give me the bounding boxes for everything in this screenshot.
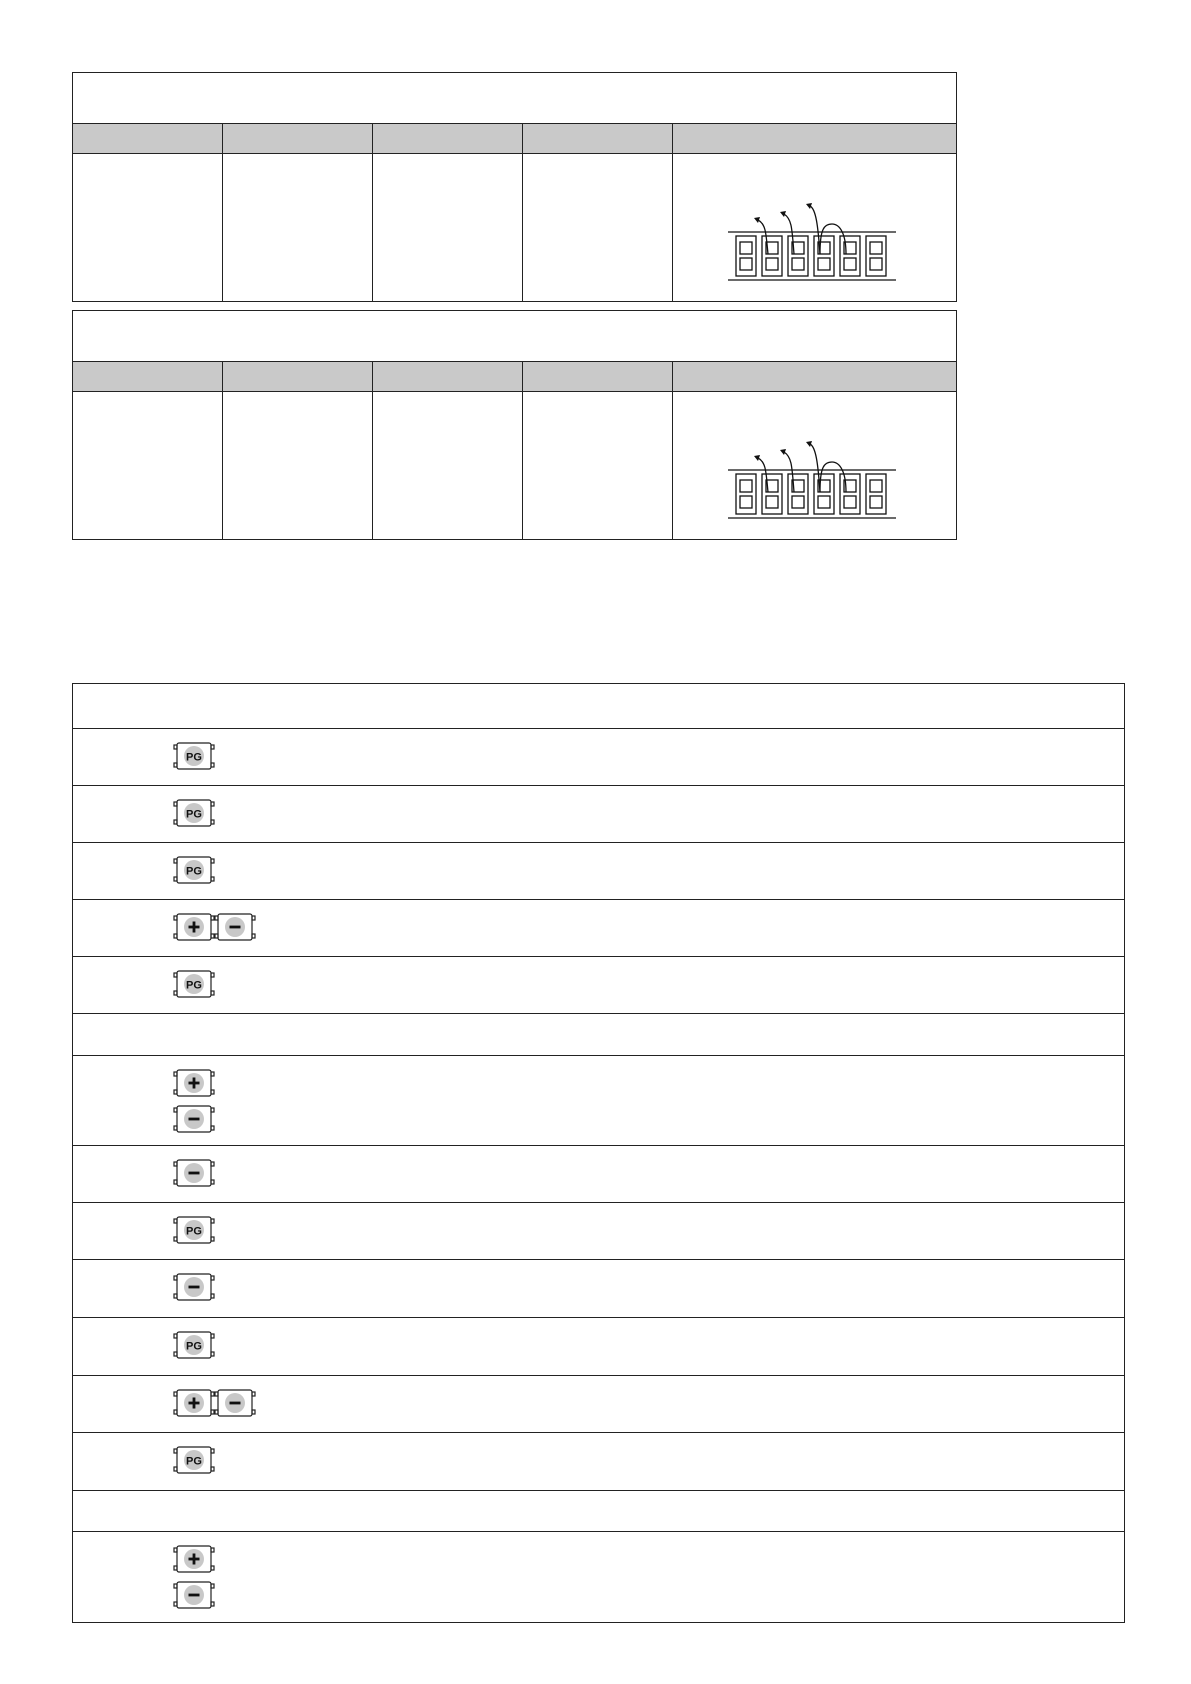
procedure-step-row (73, 1532, 1124, 1622)
seven-segment-display-icon (728, 184, 928, 294)
body-cell (523, 154, 673, 301)
pg-button-icon (173, 1214, 215, 1246)
body-cell (673, 154, 956, 301)
body-cell (73, 154, 223, 301)
procedure-step-row (73, 1260, 1124, 1318)
procedure-step-row (73, 786, 1124, 843)
header-cell (223, 362, 373, 391)
minus-button-icon (173, 1579, 215, 1611)
header-cell (223, 124, 373, 153)
header-cell (673, 362, 956, 391)
minus-button-icon (214, 911, 256, 943)
svg-text:PG: PG (186, 808, 202, 821)
procedure-table (72, 683, 1125, 1623)
procedure-step-row (73, 729, 1124, 786)
procedure-step-row (73, 843, 1124, 900)
table-header-row (73, 124, 956, 154)
body-cell (223, 154, 373, 301)
table-header-row (73, 362, 956, 392)
procedure-header-row (73, 684, 1124, 729)
pg-button-icon (173, 797, 215, 829)
display-table-1 (72, 72, 957, 302)
pg-button-icon (173, 1329, 215, 1361)
svg-text:PG: PG (186, 751, 202, 764)
pg-button-icon (173, 854, 215, 886)
pg-button-icon (173, 968, 215, 1000)
procedure-section-row (73, 1491, 1124, 1532)
procedure-step-row (73, 1056, 1124, 1146)
table-title (73, 73, 956, 124)
procedure-step-row (73, 1318, 1124, 1376)
table-body-row (73, 392, 956, 539)
procedure-step-row (73, 1433, 1124, 1491)
table-title (73, 311, 956, 362)
minus-button-icon (173, 1271, 215, 1303)
body-cell (373, 392, 523, 539)
header-cell (373, 124, 523, 153)
header-cell (73, 362, 223, 391)
display-table-2 (72, 310, 957, 540)
header-cell (523, 124, 673, 153)
plus-button-icon (173, 1067, 215, 1099)
procedure-section-row (73, 1014, 1124, 1056)
plus-button-icon (173, 911, 215, 943)
plus-button-icon (173, 1543, 215, 1575)
svg-text:PG: PG (186, 1455, 202, 1468)
procedure-step-row (73, 900, 1124, 957)
header-cell (673, 124, 956, 153)
header-cell (73, 124, 223, 153)
table-body-row (73, 154, 956, 301)
procedure-step-row (73, 957, 1124, 1014)
body-cell (373, 154, 523, 301)
body-cell (523, 392, 673, 539)
seven-segment-display-icon (728, 422, 928, 532)
plus-button-icon (173, 1387, 215, 1419)
minus-button-icon (214, 1387, 256, 1419)
svg-text:PG: PG (186, 865, 202, 878)
header-cell (523, 362, 673, 391)
header-cell (373, 362, 523, 391)
svg-text:PG: PG (186, 1225, 202, 1238)
body-cell (673, 392, 956, 539)
pg-button-icon (173, 1444, 215, 1476)
minus-button-icon (173, 1157, 215, 1189)
procedure-step-row (73, 1146, 1124, 1203)
svg-text:PG: PG (186, 1340, 202, 1353)
procedure-step-row (73, 1203, 1124, 1260)
procedure-step-row (73, 1376, 1124, 1433)
body-cell (223, 392, 373, 539)
body-cell (73, 392, 223, 539)
svg-text:PG: PG (186, 979, 202, 992)
pg-button-icon (173, 740, 215, 772)
minus-button-icon (173, 1103, 215, 1135)
